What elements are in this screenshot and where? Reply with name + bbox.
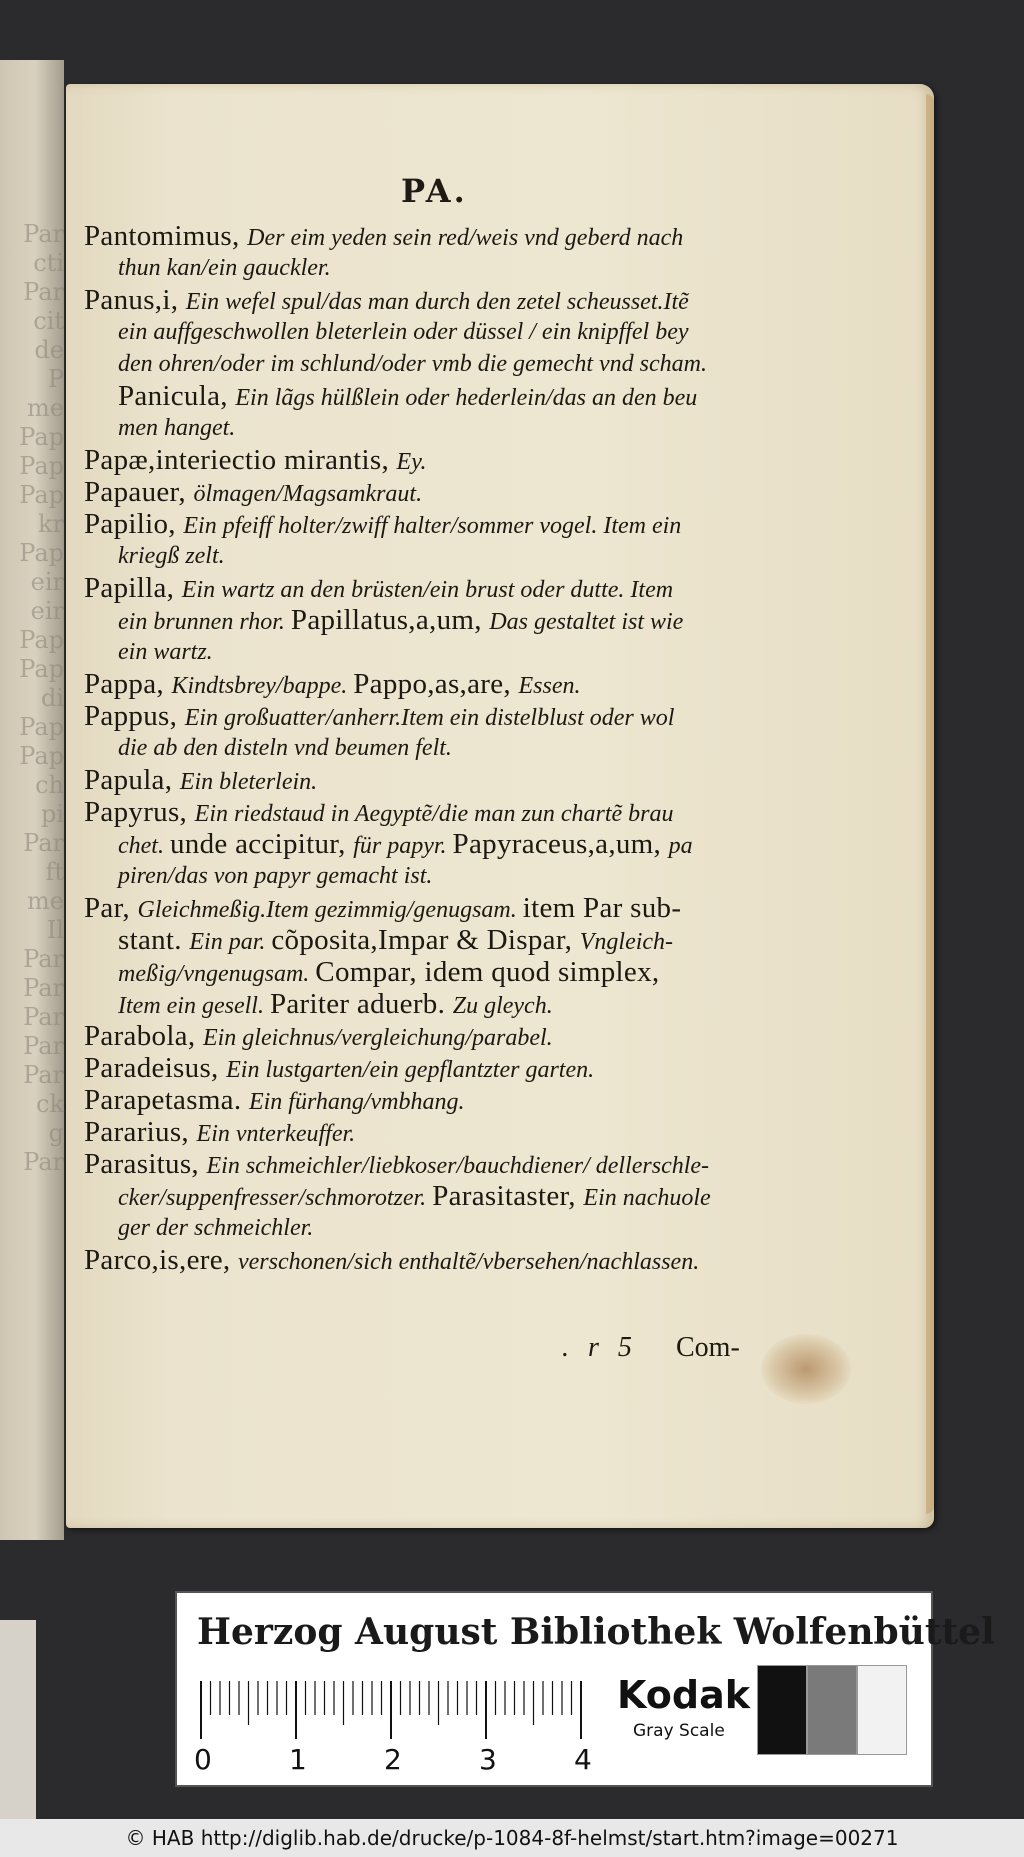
dictionary-entry	[84, 508, 844, 540]
bleed-through-text: Pap	[19, 713, 64, 741]
bleed-through-text: Par	[23, 1003, 64, 1031]
entry-continuation-line	[84, 988, 844, 1020]
german-gloss: chet.	[118, 833, 170, 859]
latin-headword: Parasitus,	[84, 1148, 207, 1180]
latin-headword: Papyrus,	[84, 796, 195, 828]
german-gloss: für papyr.	[353, 833, 453, 859]
latin-headword: Compar, idem quod simplex,	[315, 956, 660, 988]
german-gloss: cker/suppenfresser/schmorotzer.	[118, 1185, 433, 1211]
bleed-through-text: P	[47, 365, 64, 393]
german-gloss: Essen.	[518, 673, 581, 699]
entry-continuation-line	[84, 860, 844, 892]
german-gloss: Ein lãgs hülßlein oder hederlein/das an den beu	[235, 385, 698, 411]
dictionary-entry	[84, 892, 844, 924]
bleed-through-text: Il	[46, 916, 64, 944]
german-gloss: Ein vnterkeuffer.	[196, 1121, 356, 1147]
entry-continuation-line	[84, 1180, 844, 1212]
gray-patch	[757, 1665, 807, 1755]
color-reference-card	[175, 1591, 995, 1787]
bleed-through-text: me	[27, 394, 64, 422]
latin-headword: stant.	[118, 924, 190, 956]
dictionary-entry	[84, 668, 844, 700]
entry-continuation-line	[84, 412, 844, 444]
latin-headword: Papæ,interiectio mirantis,	[84, 444, 397, 476]
latin-headword: Parco,is,ere,	[84, 1244, 238, 1276]
german-gloss: meßig/vngenugsam.	[118, 961, 316, 987]
bleed-through-text: Par	[23, 829, 64, 857]
latin-headword: Pappa,	[84, 668, 172, 700]
entry-continuation-line	[84, 924, 844, 956]
dictionary-entry	[84, 444, 844, 476]
gray-scale-label: Gray Scale	[633, 1721, 725, 1741]
bleed-through-text: ck	[36, 1090, 64, 1118]
bleed-through-text: Par	[23, 974, 64, 1002]
gray-patch	[857, 1665, 907, 1755]
bleed-through-text: Pap	[19, 452, 64, 480]
latin-headword: Papillatus,a,um,	[290, 604, 490, 636]
german-gloss: kriegß zelt.	[118, 543, 225, 569]
german-gloss: Ein pfeiff holter/zwiff halter/sommer vogel. Item ein	[183, 513, 682, 539]
ruler-label: 4	[574, 1743, 592, 1776]
german-gloss: den ohren/oder im schlund/oder vmb die gemecht vnd scham.	[118, 351, 707, 377]
german-gloss: Der eim yeden sein red/weis vnd geberd nach	[247, 225, 684, 251]
copyright-url-footer: © HAB http://diglib.hab.de/drucke/p-1084-8f-helmst/start.htm?image=00271	[0, 1819, 1024, 1857]
german-gloss: ein brunnen rhor.	[118, 609, 291, 635]
dictionary-entry	[84, 284, 844, 316]
german-gloss: pa	[668, 833, 693, 859]
dictionary-entry	[84, 796, 844, 828]
latin-headword: Panicula,	[118, 380, 236, 412]
german-gloss: Kindtsbrey/bappe.	[171, 673, 354, 699]
bleed-through-text: Par	[23, 278, 64, 306]
bleed-through-text: Pap	[19, 626, 64, 654]
german-gloss: ein auffgeschwollen bleterlein oder düssel / ein knipffel bey	[118, 319, 689, 345]
german-gloss: Ein großuatter/anherr.Item ein distelblust oder wol	[184, 705, 675, 731]
dictionary-entry	[84, 1052, 844, 1084]
bleed-through-text: Pap	[19, 539, 64, 567]
german-gloss: Ein riedstaud in Aegyptẽ/die man zun chartẽ brau	[194, 801, 674, 827]
gray-patch	[807, 1665, 857, 1755]
dictionary-entry	[84, 572, 844, 604]
latin-headword: unde accipitur,	[169, 828, 354, 860]
latin-headword: Parasitaster,	[432, 1180, 584, 1212]
german-gloss: Gleichmeßig.Item gezimmig/genugsam.	[137, 897, 523, 923]
foxing-stain	[761, 1334, 851, 1404]
previous-page-edge	[0, 60, 64, 1540]
bleed-through-text: cit	[33, 307, 64, 335]
bleed-through-text: ft	[45, 858, 64, 886]
bleed-through-text: Pap	[19, 423, 64, 451]
german-gloss: Vngleich-	[579, 929, 674, 955]
bleed-through-text: Pap	[19, 742, 64, 770]
latin-headword: cõposita,Impar & Dispar,	[271, 924, 580, 956]
german-gloss: ger der schmeichler.	[118, 1215, 314, 1241]
ruler-label: 2	[384, 1743, 402, 1776]
bleed-through-text: me	[27, 887, 64, 915]
kodak-logo: Kodak	[617, 1673, 750, 1717]
dictionary-entry	[84, 1084, 844, 1116]
latin-headword: Panus,i,	[84, 284, 186, 316]
latin-headword: Parabola,	[84, 1020, 203, 1052]
dictionary-entry	[84, 1148, 844, 1180]
latin-headword: Par,	[84, 892, 138, 924]
german-gloss: die ab den disteln vnd beumen felt.	[118, 735, 452, 761]
latin-headword: Pararius,	[84, 1116, 197, 1148]
running-header: PA.	[401, 172, 468, 210]
signature-mark: . r 5	[562, 1332, 638, 1363]
latin-headword: Papyraceus,a,um,	[452, 828, 669, 860]
entry-continuation-line	[84, 540, 844, 572]
entry-continuation-line	[84, 252, 844, 284]
dictionary-entries	[84, 220, 844, 1276]
book-page	[66, 84, 934, 1528]
german-gloss: verschonen/sich enthaltẽ/vbersehen/nachlassen.	[237, 1249, 700, 1275]
dictionary-entry	[84, 1244, 844, 1276]
bleed-through-text: kr	[37, 510, 64, 538]
ruler-label: 3	[479, 1743, 497, 1776]
latin-headword: Paradeisus,	[84, 1052, 227, 1084]
latin-headword: Pappo,as,are,	[353, 668, 519, 700]
background-card-edge	[0, 1620, 36, 1820]
dictionary-entry	[84, 700, 844, 732]
dictionary-entry	[84, 476, 844, 508]
ruler-label: 1	[289, 1743, 307, 1776]
entry-continuation-line	[84, 956, 844, 988]
latin-headword: Papauer,	[84, 476, 194, 508]
german-gloss: piren/das von papyr gemacht ist.	[118, 863, 433, 889]
german-gloss: Ein par.	[189, 929, 272, 955]
bleed-through-text: Par	[23, 220, 64, 248]
bleed-through-text: cti	[33, 249, 64, 277]
german-gloss: Item ein gesell.	[118, 993, 270, 1019]
german-gloss: Ein lustgarten/ein gepflantzter garten.	[226, 1057, 595, 1083]
german-gloss: Zu gleych.	[452, 993, 553, 1019]
ruler-label: 0	[194, 1743, 212, 1776]
bleed-through-text: Par	[23, 945, 64, 973]
entry-continuation-line	[84, 732, 844, 764]
latin-headword: Pappus,	[84, 700, 185, 732]
latin-headword: Pantomimus,	[84, 220, 248, 252]
bleed-through-text: Par	[23, 1061, 64, 1089]
german-gloss: Ein fürhang/vmbhang.	[248, 1089, 465, 1115]
german-gloss: Ein schmeichler/liebkoser/bauchdiener/ dellerschle-	[206, 1153, 710, 1179]
entry-continuation-line	[84, 348, 844, 380]
catchword: Com-	[676, 1332, 740, 1363]
bleed-through-text: Pap	[19, 481, 64, 509]
entry-continuation-line	[84, 636, 844, 668]
bleed-through-text: Pap	[19, 655, 64, 683]
latin-headword: Pariter aduerb.	[269, 988, 453, 1020]
entry-continuation-line	[84, 828, 844, 860]
german-gloss: ein wartz.	[118, 639, 213, 665]
latin-headword: Papilla,	[84, 572, 182, 604]
german-gloss: ölmagen/Magsamkraut.	[193, 481, 423, 507]
latin-headword: Parapetasma.	[84, 1084, 249, 1116]
dictionary-entry	[84, 380, 844, 412]
bleed-through-text: eir	[30, 597, 64, 625]
german-gloss: Ein wartz an den brüsten/ein brust oder dutte. Item	[181, 577, 674, 603]
entry-continuation-line	[84, 1212, 844, 1244]
dictionary-entry	[84, 764, 844, 796]
bleed-through-text: eir	[30, 568, 64, 596]
bleed-through-text: di	[40, 684, 64, 712]
bleed-through-text: ch	[35, 771, 64, 799]
dictionary-entry	[84, 1116, 844, 1148]
german-gloss: Ein bleterlein.	[179, 769, 318, 795]
bleed-through-text: pi	[40, 800, 64, 828]
latin-headword: item Par sub-	[522, 892, 682, 924]
german-gloss: Das gestaltet ist wie	[489, 609, 684, 635]
page-edge-shadow	[926, 94, 934, 1514]
library-name: Herzog August Bibliothek Wolfenbüttel	[197, 1611, 995, 1653]
bleed-through-text: g	[48, 1119, 64, 1147]
german-gloss: Ein wefel spul/das man durch den zetel scheusset.Itẽ	[185, 289, 689, 315]
german-gloss: men hanget.	[118, 415, 236, 441]
german-gloss: thun kan/ein gauckler.	[118, 255, 331, 281]
latin-headword: Papilio,	[84, 508, 184, 540]
german-gloss: Ey.	[396, 449, 427, 475]
entry-continuation-line	[84, 316, 844, 348]
bleed-through-text: Par	[23, 1032, 64, 1060]
dictionary-entry	[84, 1020, 844, 1052]
dictionary-entry	[84, 220, 844, 252]
german-gloss: Ein gleichnus/vergleichung/parabel.	[202, 1025, 553, 1051]
entry-continuation-line	[84, 604, 844, 636]
latin-headword: Papula,	[84, 764, 180, 796]
bleed-through-text: Par	[23, 1148, 64, 1176]
german-gloss: Ein nachuole	[583, 1185, 711, 1211]
bleed-through-text: de	[34, 336, 64, 364]
